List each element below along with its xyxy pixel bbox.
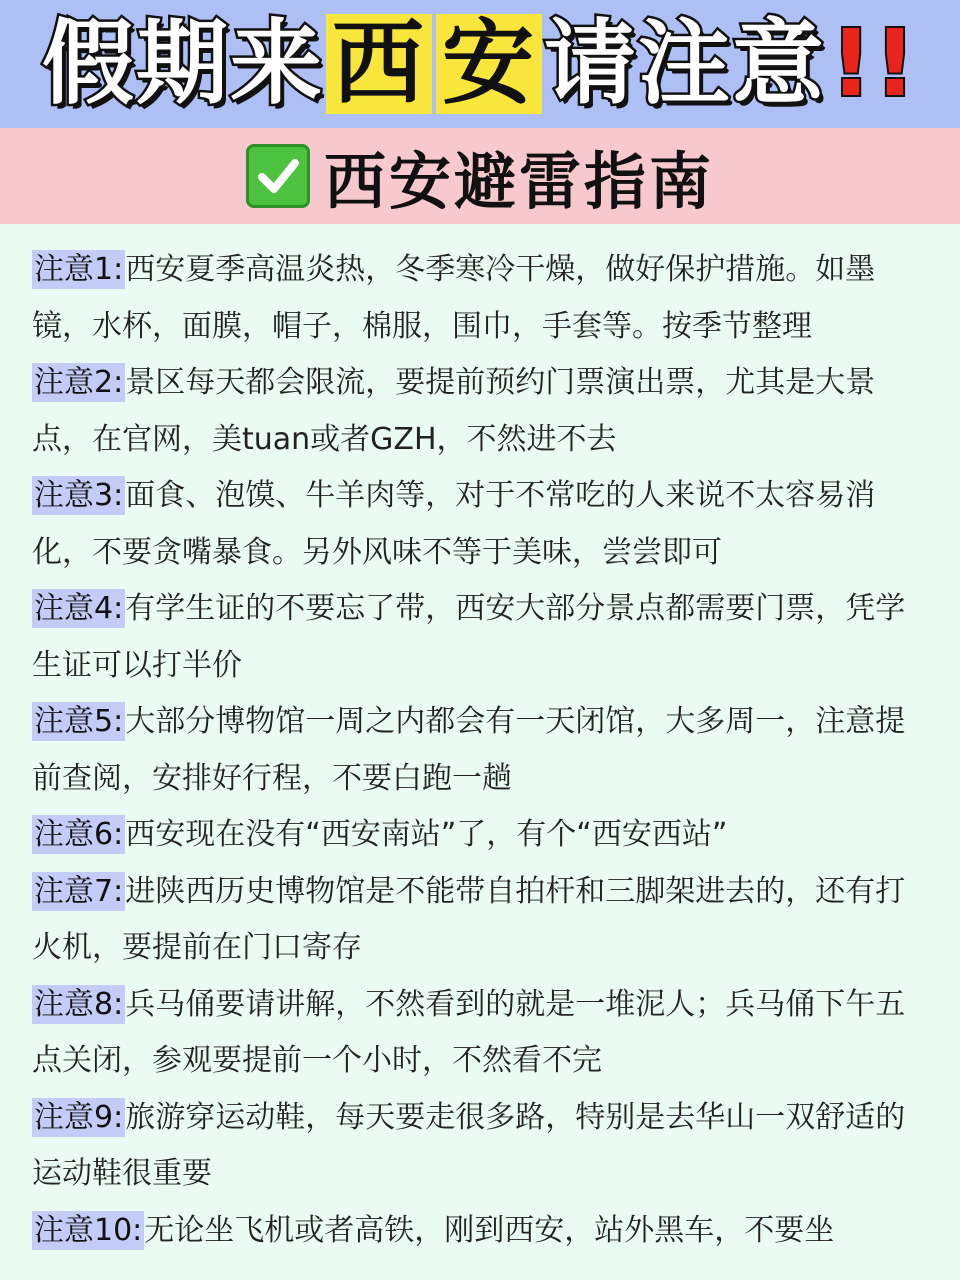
note-label: 注意3: — [34, 478, 124, 513]
note-label: 注意10: — [34, 1212, 143, 1248]
note-label: 注意6: — [34, 817, 124, 852]
title-part1: 假期来 — [42, 10, 325, 117]
subheader-band — [0, 128, 960, 224]
note-item — [32, 694, 930, 807]
note-label: 注意7: — [34, 873, 124, 909]
subtitle: 西安避雷指南 — [323, 144, 714, 218]
note-label: 注意1: — [34, 252, 124, 287]
note-label: 注意8: — [34, 986, 124, 1022]
notes-list — [0, 224, 960, 1259]
note-item — [32, 468, 930, 581]
note-text: 西安现在没有“西安南站”了，有个“西安西站” — [125, 817, 728, 852]
note-text: 无论坐飞机或者高铁，刚到西安，站外黑车，不要坐 — [144, 1212, 835, 1248]
note-item — [32, 977, 930, 1090]
note-text: 旅游穿运动鞋，每天要走很多路，特别是去华山一双舒适的运动鞋很重要 — [32, 1099, 906, 1191]
page-title — [42, 10, 918, 117]
note-item — [32, 807, 930, 864]
note-text: 西安夏季高温炎热，冬季寒冷干燥，做好保护措施。如墨镜，水杯，面膜，帽子，棉服，围巾，手套等。按季节整理 — [32, 252, 876, 344]
note-item — [32, 581, 930, 694]
title-highlight-2: 安 — [436, 14, 542, 114]
note-text: 景区每天都会限流，要提前预约门票演出票，尤其是大景点，在官网，美tuan或者GZH，不然进不去 — [32, 365, 876, 457]
note-label: 注意5: — [34, 704, 124, 739]
note-item — [32, 1090, 930, 1203]
header-band — [0, 0, 960, 128]
title-highlight-1: 西 — [326, 14, 432, 114]
note-label: 注意4: — [34, 591, 124, 626]
title-part2: 请注意 — [544, 10, 827, 117]
check-mark-icon — [246, 144, 310, 208]
note-item — [32, 242, 930, 355]
note-text: 面食、泡馍、牛羊肉等，对于不常吃的人来说不太容易消化，不要贪嘴暴食。另外风味不等于美味，尝尝即可 — [32, 478, 876, 570]
note-item — [32, 864, 930, 977]
note-text: 进陕西历史博物馆是不能带自拍杆和三脚架进去的，还有打火机，要提前在门口寄存 — [32, 873, 906, 965]
note-text: 有学生证的不要忘了带，西安大部分景点都需要门票，凭学生证可以打半价 — [32, 591, 906, 683]
note-label: 注意9: — [34, 1099, 124, 1135]
note-text: 大部分博物馆一周之内都会有一天闭馆，大多周一，注意提前查阅，安排好行程，不要白跑一趟 — [32, 704, 906, 796]
note-item — [32, 1203, 930, 1260]
title-exclamation: !! — [830, 10, 918, 117]
note-item — [32, 355, 930, 468]
note-label: 注意2: — [34, 365, 124, 400]
note-text: 兵马俑要请讲解，不然看到的就是一堆泥人；兵马俑下午五点关闭，参观要提前一个小时，不然看不完 — [32, 986, 906, 1078]
